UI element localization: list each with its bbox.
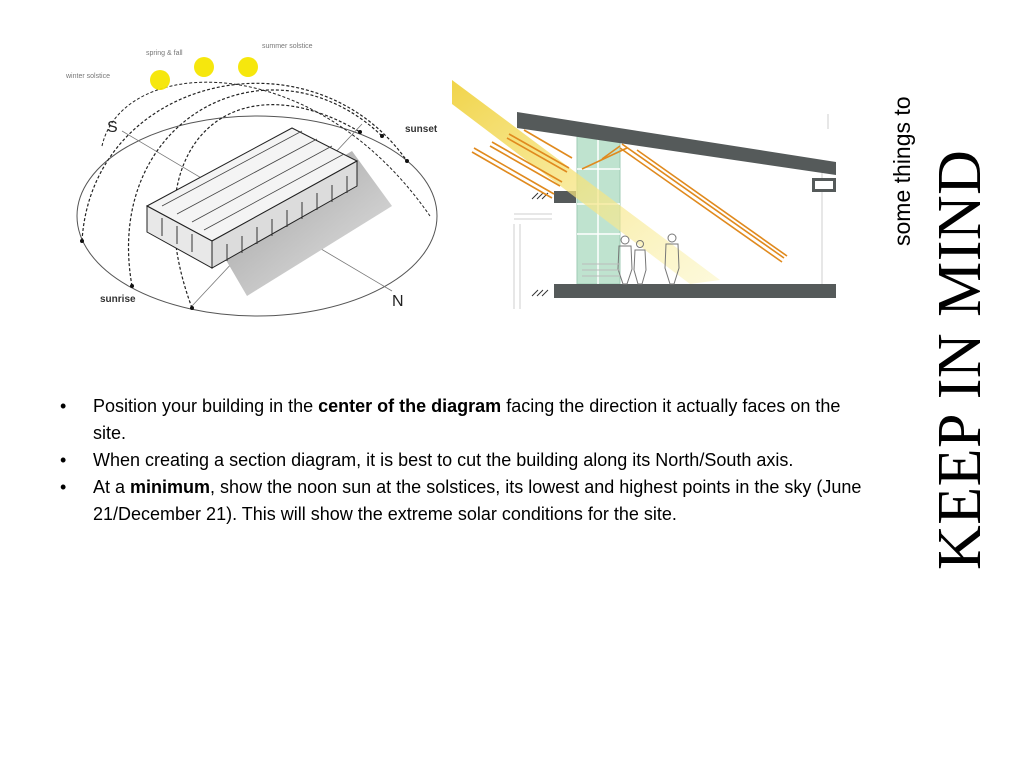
bullet-item: • At a minimum, show the noon sun at the solstices, its lowest and highest points in the sky (June 21/December 21). This will show the extreme solar conditions for the site. bbox=[60, 474, 872, 528]
label-sunset: sunset bbox=[405, 124, 438, 135]
sun-path-diagram bbox=[62, 36, 452, 326]
bullet-item: • When creating a section diagram, it is best to cut the building along its North/South axis. bbox=[60, 447, 872, 474]
summer-sun bbox=[238, 57, 258, 77]
side-title: KEEP IN MIND bbox=[926, 149, 994, 570]
label-south: S bbox=[107, 119, 118, 136]
label-north: N bbox=[392, 293, 404, 310]
label-spring-fall: spring & fall bbox=[146, 50, 183, 57]
equinox-sun bbox=[194, 57, 214, 77]
label-winter-solstice: winter solstice bbox=[66, 73, 110, 80]
bullet-list bbox=[60, 393, 872, 528]
side-subtitle: some things to bbox=[889, 96, 915, 246]
floor-slab bbox=[554, 284, 836, 298]
label-sunrise: sunrise bbox=[100, 294, 136, 305]
label-summer-solstice: summer solstice bbox=[262, 43, 313, 50]
bullet-item: • Position your building in the center of the diagram facing the direction it actually faces on the site. bbox=[60, 393, 872, 447]
section-diagram bbox=[452, 74, 840, 312]
winter-sun bbox=[150, 70, 170, 90]
